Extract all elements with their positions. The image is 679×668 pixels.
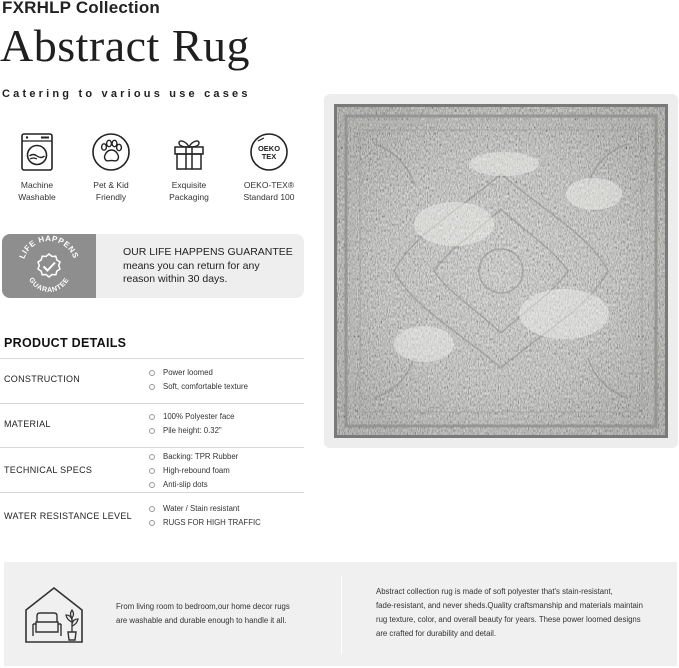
footer-divider bbox=[341, 576, 342, 654]
feature-label: Pet & Kid bbox=[93, 180, 129, 190]
guarantee-badge-top: LIFE HAPPENS bbox=[17, 234, 81, 261]
feature-label: Friendly bbox=[95, 191, 127, 202]
feature-label: Exquisite bbox=[171, 180, 207, 190]
bullet-icon bbox=[149, 370, 155, 376]
footer-right-text: fade-resistant, and never sheds.Quality craftsmanship and materials maintain bbox=[376, 601, 643, 610]
detail-item: Anti-slip dots bbox=[149, 478, 238, 492]
bullet-icon bbox=[149, 384, 155, 390]
footer-left-text: are washable and durable enough to handle it all. bbox=[116, 616, 287, 625]
guarantee-heading: OUR LIFE HAPPENS GUARANTEE bbox=[123, 246, 293, 258]
svg-text:GUARANTEE bbox=[27, 277, 71, 294]
feature-pet-kid-friendly bbox=[74, 132, 148, 203]
oeko-badge-text: OEKO bbox=[257, 144, 281, 153]
svg-text:LIFE HAPPENS bbox=[18, 234, 81, 260]
paw-icon bbox=[91, 132, 131, 172]
bullet-icon bbox=[149, 414, 155, 420]
feature-oeko-tex bbox=[232, 132, 306, 203]
detail-row-water-resistance bbox=[0, 492, 304, 536]
bullet-icon bbox=[149, 482, 155, 488]
guarantee-badge bbox=[2, 234, 96, 298]
detail-item: 100% Polyester face bbox=[149, 410, 235, 424]
guarantee-badge-bottom: GUARANTEE bbox=[27, 276, 71, 295]
bullet-icon bbox=[149, 468, 155, 474]
bullet-icon bbox=[149, 506, 155, 512]
bullet-icon bbox=[149, 454, 155, 460]
guarantee-text: means you can return for any bbox=[123, 259, 260, 272]
collection-name: FXRHLP Collection bbox=[2, 0, 160, 17]
bullet-icon bbox=[149, 520, 155, 526]
bullet-icon bbox=[149, 428, 155, 434]
detail-row-technical-specs bbox=[0, 447, 304, 492]
washing-machine-icon bbox=[17, 132, 57, 172]
detail-label: WATER RESISTANCE LEVEL bbox=[4, 511, 132, 521]
gift-box-icon bbox=[169, 132, 209, 172]
detail-item: Power loomed bbox=[149, 366, 248, 380]
tagline: Catering to various use cases bbox=[2, 88, 251, 100]
feature-list bbox=[0, 132, 300, 212]
living-room-icon bbox=[22, 582, 86, 646]
detail-item: Soft, comfortable texture bbox=[149, 380, 248, 394]
product-details-table bbox=[0, 358, 304, 536]
footer-right-text: are crafted for durability and detail. bbox=[376, 629, 497, 638]
detail-label: TECHNICAL SPECS bbox=[4, 465, 93, 475]
product-details-title: PRODUCT DETAILS bbox=[4, 336, 127, 350]
footer-right-text: Abstract collection rug is made of soft polyester that's stain-resistant, bbox=[376, 587, 613, 596]
detail-item: High-rebound foam bbox=[149, 464, 238, 478]
feature-label: OEKO-TEX® bbox=[243, 180, 295, 190]
footer-left-text: From living room to bedroom,our home decor rugs bbox=[116, 602, 290, 611]
footer-right-text: rug texture, color, and overall beauty for years. These power loomed designs bbox=[376, 615, 641, 624]
detail-label: CONSTRUCTION bbox=[4, 374, 81, 384]
rug-image-frame bbox=[324, 94, 678, 448]
detail-label: MATERIAL bbox=[4, 419, 51, 429]
feature-label: Standard 100 bbox=[243, 191, 295, 202]
feature-label: Washable bbox=[18, 191, 56, 202]
footer-banner bbox=[4, 562, 677, 666]
detail-item: Backing: TPR Rubber bbox=[149, 450, 238, 464]
rug-image bbox=[334, 104, 668, 438]
guarantee-text: reason within 30 days. bbox=[123, 273, 228, 285]
detail-row-material bbox=[0, 403, 304, 447]
guarantee-banner bbox=[2, 234, 304, 298]
detail-item: Pile height: 0.32" bbox=[149, 424, 235, 438]
tex-badge-text: TEX bbox=[261, 152, 277, 161]
feature-label: Packaging bbox=[169, 191, 209, 202]
detail-row-construction bbox=[0, 358, 304, 403]
oeko-tex-icon bbox=[249, 132, 289, 172]
feature-exquisite-packaging bbox=[152, 132, 226, 203]
detail-item: RUGS FOR HIGH TRAFFIC bbox=[149, 516, 261, 530]
feature-label: Machine bbox=[20, 180, 54, 190]
page-title: Abstract Rug bbox=[0, 20, 251, 71]
feature-machine-washable bbox=[0, 132, 74, 203]
detail-item: Water / Stain resistant bbox=[149, 502, 261, 516]
guarantee-seal-icon bbox=[2, 234, 96, 298]
